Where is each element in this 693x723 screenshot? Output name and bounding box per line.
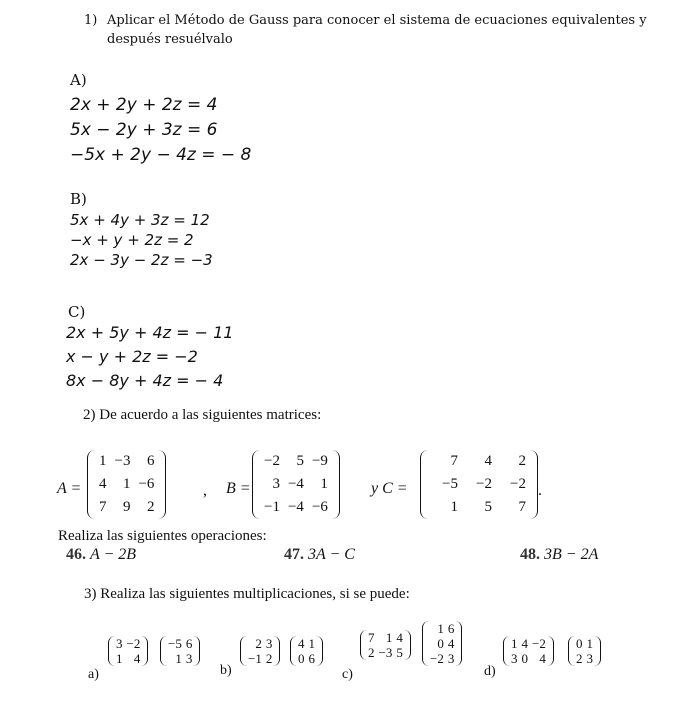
matrix-a xyxy=(87,450,166,519)
matrix-cell: −4 xyxy=(287,499,304,515)
matrix-cell: −2 xyxy=(532,635,546,651)
system-a-label: A) xyxy=(70,71,87,89)
matrix-cell: −2 xyxy=(510,476,526,492)
matrix-cell: −6 xyxy=(311,499,328,515)
mult-a-matrix-2 xyxy=(160,636,200,666)
matrix-cell: 6 xyxy=(308,650,315,666)
q2-title: 2) De acuerdo a las siguientes matrices: xyxy=(83,407,322,423)
matrix-cell: 3 xyxy=(116,635,123,651)
mult-c-label: c) xyxy=(342,667,353,682)
matrix-cell: 1 xyxy=(116,650,123,666)
q3-title: 3) Realiza las siguientes multiplicaciones, si se puede: xyxy=(84,586,410,602)
system-a-eq-3: −5x + 2y − 4z = − 8 xyxy=(70,145,252,165)
system-b-eq-1: 5x + 4y + 3z = 12 xyxy=(70,211,210,229)
matrix-cell: −5 xyxy=(168,635,182,651)
system-a-eq-1: 2x + 2y + 2z = 4 xyxy=(70,95,218,115)
system-a-eq-2: 5x − 2y + 3z = 6 xyxy=(70,120,218,140)
matrix-cell: 7 xyxy=(99,499,107,515)
operation-number: 48. xyxy=(520,546,540,563)
matrix-cell: 1 xyxy=(437,620,444,636)
matrix-cell: 2 xyxy=(146,499,155,515)
system-b-eq-2: −x + y + 2z = 2 xyxy=(70,231,194,249)
matrix-cell: −3 xyxy=(114,453,131,469)
matrix-cell: 7 xyxy=(368,629,375,645)
matrix-cell: 4 xyxy=(133,650,141,666)
matrix-cell: 5 xyxy=(396,644,403,660)
matrix-cell: 6 xyxy=(447,620,455,636)
mult-a-matrix-1 xyxy=(108,636,148,666)
matrix-cell: −6 xyxy=(138,476,155,492)
matrix-a-comma: , xyxy=(203,482,207,499)
matrix-b xyxy=(252,450,340,519)
matrix-cell: 1 xyxy=(308,635,315,651)
q1-number: 1) xyxy=(84,13,98,28)
matrix-cell: 3 xyxy=(272,476,280,492)
matrix-cell: 1 xyxy=(586,635,593,651)
matrix-cell: 4 xyxy=(396,629,403,645)
system-c-label: C) xyxy=(68,303,86,321)
matrix-cell: 5 xyxy=(296,453,304,469)
operation-expression: 3B − 2A xyxy=(544,546,599,563)
matrix-cell: 2 xyxy=(368,644,375,660)
matrix-cell: 2 xyxy=(518,453,526,469)
matrix-cell: 5 xyxy=(484,499,492,515)
matrix-cell: 2 xyxy=(576,650,583,666)
system-b-label: B) xyxy=(70,190,87,208)
matrix-cell: −2 xyxy=(430,650,444,666)
mult-b-matrix-1 xyxy=(240,636,280,666)
matrix-cell: 1 xyxy=(511,635,518,651)
matrix-cell: −2 xyxy=(126,635,141,651)
operation-46 xyxy=(66,546,136,564)
matrix-cell: 0 xyxy=(576,635,583,651)
operation-number: 47. xyxy=(284,546,304,563)
matrix-c xyxy=(420,450,538,519)
matrix-cell: 3 xyxy=(265,635,273,651)
operation-48 xyxy=(520,546,598,564)
matrix-cell: 4 xyxy=(539,650,546,666)
matrix-cell: −1 xyxy=(248,650,262,666)
mult-b-label: b) xyxy=(220,663,232,678)
matrix-cell: 4 xyxy=(298,635,305,651)
matrix-cell: 1 xyxy=(99,453,107,469)
matrix-cell: 1 xyxy=(450,499,458,515)
matrix-cell: −3 xyxy=(378,644,393,660)
matrix-cell: 0 xyxy=(521,650,528,666)
matrix-cell: 7 xyxy=(518,499,526,515)
operation-expression: A − 2B xyxy=(90,546,137,563)
matrix-cell: 1 xyxy=(385,629,393,645)
matrix-cell: 6 xyxy=(185,635,193,651)
system-c-eq-2: x − y + 2z = −2 xyxy=(66,347,198,366)
matrix-cell: −2 xyxy=(476,476,492,492)
mult-d-matrix-1 xyxy=(503,636,554,666)
system-b-eq-3: 2x − 3y − 2z = −3 xyxy=(70,251,213,269)
matrix-cell: 2 xyxy=(255,635,262,651)
matrix-cell: 4 xyxy=(484,453,492,469)
mult-d-label: d) xyxy=(484,664,496,679)
matrix-cell: −4 xyxy=(287,476,304,492)
matrix-cell: −9 xyxy=(311,453,328,469)
matrix-c-label: y C = xyxy=(371,480,408,497)
matrix-cell: 2 xyxy=(265,650,273,666)
matrix-cell: 0 xyxy=(298,650,305,666)
matrix-cell: 6 xyxy=(146,453,155,469)
matrix-cell: 1 xyxy=(175,650,182,666)
q1-text-line1: Aplicar el Método de Gauss para conocer el sistema de ecuaciones equivalentes y xyxy=(107,13,647,28)
mult-a-label: a) xyxy=(88,667,99,682)
system-c-eq-1: 2x + 5y + 4z = − 11 xyxy=(66,323,234,342)
matrix-cell: −2 xyxy=(264,453,280,469)
mult-d-matrix-2 xyxy=(568,636,601,666)
matrix-cell: −5 xyxy=(442,476,458,492)
matrix-b-label: B = xyxy=(226,480,251,497)
mult-b-matrix-2 xyxy=(290,636,323,666)
mult-c-matrix-2 xyxy=(422,621,462,666)
matrix-cell: 1 xyxy=(122,476,131,492)
operation-47 xyxy=(284,546,355,564)
matrix-cell: 3 xyxy=(185,650,193,666)
matrix-cell: 9 xyxy=(122,499,131,515)
mult-c-matrix-1 xyxy=(360,630,411,660)
matrix-c-period: . xyxy=(538,482,542,499)
matrix-a-label: A = xyxy=(57,480,82,497)
q2-instruction: Realiza las siguientes operaciones: xyxy=(58,528,267,544)
operation-expression: 3A − C xyxy=(308,546,355,563)
matrix-cell: 0 xyxy=(437,635,444,651)
system-c-eq-3: 8x − 8y + 4z = − 4 xyxy=(66,371,224,390)
operation-number: 46. xyxy=(66,546,86,563)
matrix-cell: 3 xyxy=(586,650,593,666)
matrix-cell: 3 xyxy=(447,650,455,666)
matrix-cell: 4 xyxy=(521,635,528,651)
matrix-cell: 4 xyxy=(99,476,107,492)
q1-text-line2: después resuélvalo xyxy=(107,32,233,47)
matrix-cell: 3 xyxy=(511,650,518,666)
matrix-cell: 1 xyxy=(320,476,328,492)
matrix-cell: 4 xyxy=(447,635,455,651)
matrix-cell: −1 xyxy=(264,499,280,515)
matrix-cell: 7 xyxy=(450,453,458,469)
